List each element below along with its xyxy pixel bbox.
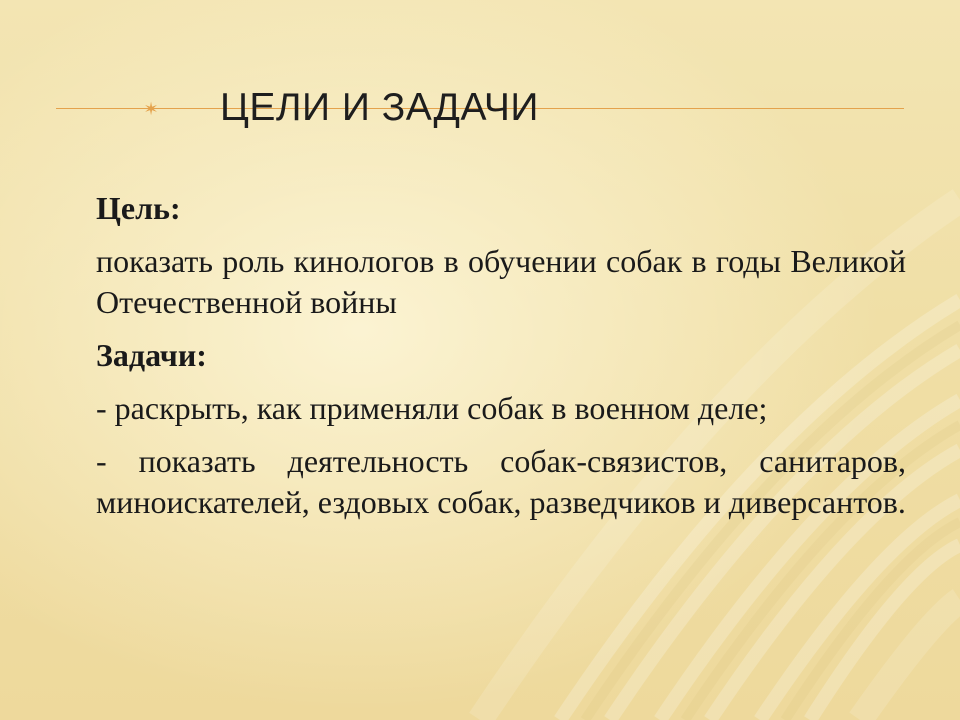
slide-content (96, 188, 906, 535)
goal-text: показать роль кинологов в обучении собак в годы Великой Отечественной войны (96, 243, 906, 320)
star-icon: ✶ (143, 99, 159, 119)
task-item: - раскрыть, как применяли собак в военном деле; (96, 390, 768, 426)
tasks-label: Задачи: (96, 337, 207, 373)
goal-label: Цель: (96, 190, 181, 226)
slide-title: ЦЕЛИ И ЗАДАЧИ (220, 86, 539, 129)
task-item: - показать деятельность собак-связистов, санитаров, миноискателей, ездовых собак, разведчиков и диверсантов. (96, 443, 906, 520)
